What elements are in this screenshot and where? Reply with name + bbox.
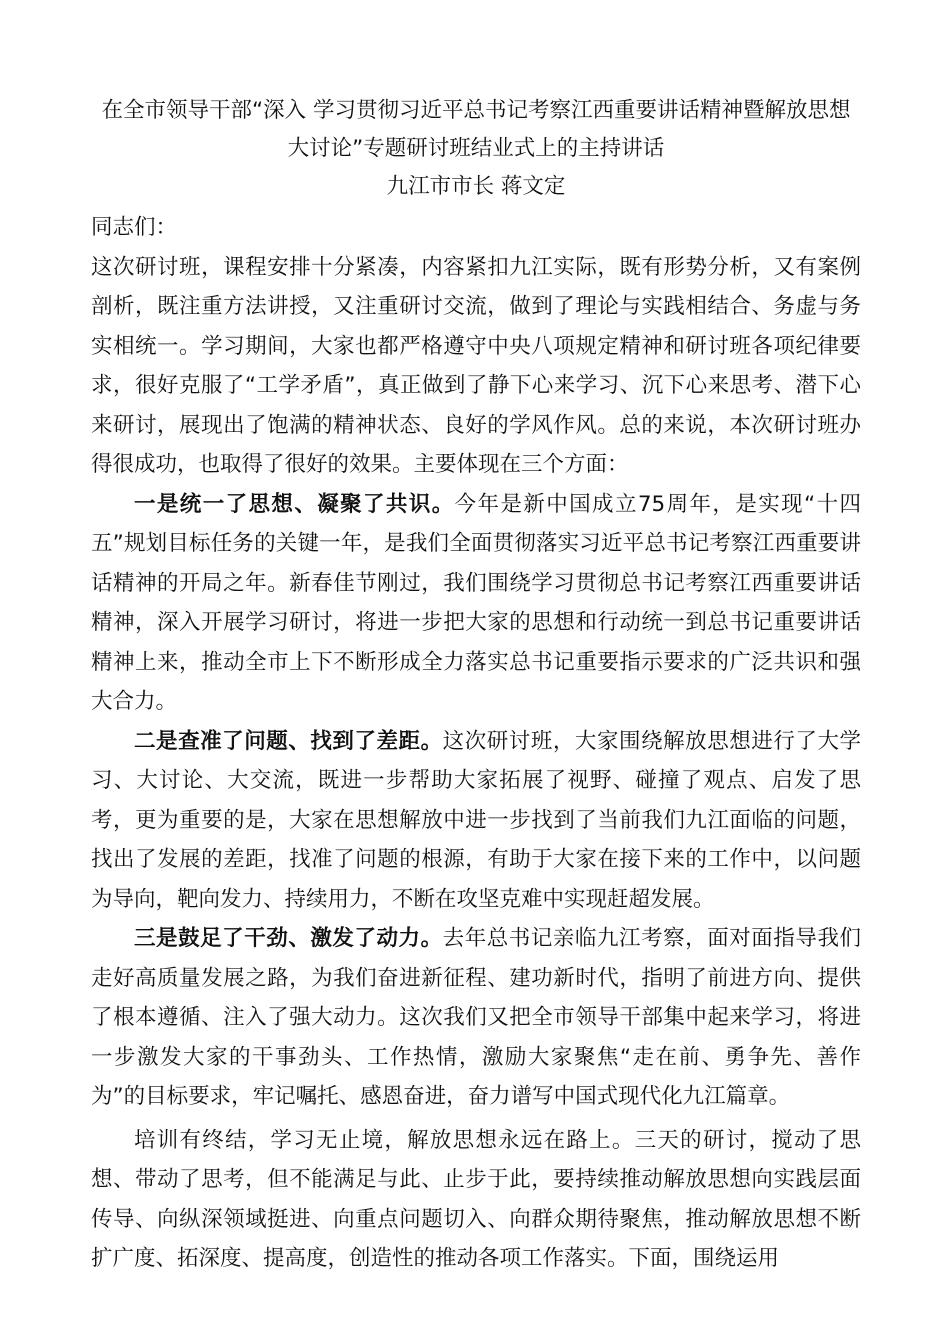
point-body-2: 这次研讨班，大家围绕解放思想进行了大学习、大讨论、大交流，既进一步帮助大家拓展了视野、碰撞了观点、启发了思考，更为重要的是，大家在思想解放中进一步找到了当前我们九江面临的问题，找出了发展的差距，找准了问题的根源，有助于大家在接下来的工作中，以问题为导向，靶向发力、持续用力，不断在攻坚克难中实现赶超发展。 — [91, 728, 861, 912]
intro-paragraph: 这次研讨班，课程安排十分紧凑，内容紧扣九江实际，既有形势分析，又有案例剖析，既注重方法讲授，又注重研讨交流，做到了理论与实践相结合、务虚与务实相统一。学习期间，大家也都严格遵守中央八项规定精神和研讨班各项纪律要求，很好克服了“工学矛盾”，真正做到了静下心来学习、沉下心来思考、潜下心来研讨，展现出了饱满的精神状态、良好的学风作风。总的来说，本次研讨班办得很成功，也取得了很好的效果。主要体现在三个方面： — [91, 254, 861, 477]
point-lead-1: 一是统一了思想、凝聚了共识。 — [134, 491, 455, 517]
point-paragraph-2 — [91, 722, 861, 920]
document-author: 九江市市长 蒋文定 — [386, 174, 566, 199]
document-page — [91, 92, 861, 1279]
closing-paragraph: 培训有终结，学习无止境，解放思想永远在路上。三天的研讨，搅动了思想、带动了思考，但不能满足与此、止步于此，要持续推动解放思想向实践层面传导、向纵深领域挺进、向重点问题切入、向群众期待聚焦，推动解放思想不断扩广度、拓深度、提高度，创造性的推动各项工作落实。下面，围绕运用 — [91, 1127, 861, 1271]
salutation: 同志们： — [91, 215, 178, 240]
point-lead-2: 二是查准了问题、找到了差距。 — [134, 728, 443, 754]
document-title: 在全市领导干部“深入 学习贯彻习近平总书记考察江西重要讲话精神暨解放思想大讨论”专题研讨班结业式上的主持讲话 — [101, 98, 851, 161]
point-body-3: 去年总书记亲临九江考察，面对面指导我们走好高质量发展之路，为我们奋进新征程、建功新时代，指明了前进方向、提供了根本遵循、注入了强大动力。这次我们又把全市领导干部集中起来学习，将进一步激发大家的干事劲头、工作热情，激励大家聚焦“走在前、勇争先、善作为”的目标要求，牢记嘱托、感恩奋进，奋力谱写中国式现代化九江篇章。 — [91, 926, 861, 1109]
point-body-1: 今年是新中国成立75周年，是实现“十四五”规划目标任务的关键一年，是我们全面贯彻落实习近平总书记考察江西重要讲话精神的开局之年。新春佳节刚过，我们围绕学习贯彻总书记考察江西重要讲话精神，深入开展学习研讨，将进一步把大家的思想和行动统一到总书记重要讲话精神上来，推动全市上下不断形成全力落实总书记重要指示要求的广泛共识和强大合力。 — [91, 491, 861, 714]
point-paragraph-1 — [91, 485, 861, 722]
point-lead-3: 三是鼓足了干劲、激发了动力。 — [134, 926, 443, 951]
point-paragraph-3 — [91, 919, 861, 1117]
